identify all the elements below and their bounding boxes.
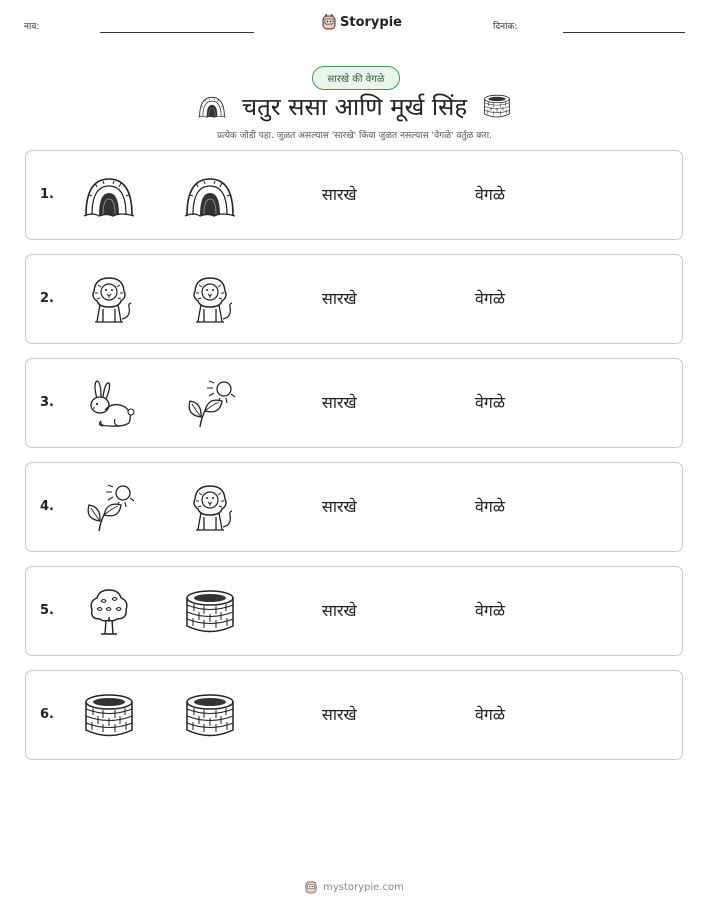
question-number: 2. [40, 291, 54, 306]
same-option[interactable]: सारखे [322, 497, 357, 516]
different-option[interactable]: वेगळे [475, 497, 506, 516]
cave-icon [184, 171, 236, 221]
rabbit-icon [83, 379, 135, 429]
lion-icon [184, 483, 236, 533]
different-option[interactable]: वेगळे [475, 601, 506, 620]
name-field[interactable] [100, 32, 254, 33]
brand-name: Storypie [340, 14, 402, 30]
worksheet-title-row [0, 90, 709, 123]
well-icon [483, 93, 511, 120]
instructions: प्रत्येक जोडी पहा. जुळत असल्यास 'सारखे' किंवा जुळत नसल्यास 'वेगळे' वर्तुळ करा. [216, 131, 492, 141]
different-option[interactable]: वेगळे [475, 289, 506, 308]
storypie-mascot-icon [322, 14, 336, 30]
question-number: 3. [40, 395, 54, 410]
question-row-2 [25, 254, 683, 344]
sun-plant-icon [184, 379, 236, 429]
different-option[interactable]: वेगळे [475, 185, 506, 204]
footer-url[interactable]: mystorypie.com [323, 881, 404, 893]
question-row-5 [25, 566, 683, 656]
well-icon [83, 691, 135, 741]
sun-plant-icon [83, 483, 135, 533]
storypie-mascot-icon [305, 880, 317, 894]
question-row-6 [25, 670, 683, 760]
same-option[interactable]: सारखे [322, 393, 357, 412]
cave-icon [198, 93, 226, 120]
brand-logo [322, 14, 402, 30]
well-icon [184, 587, 236, 637]
worksheet-header [0, 14, 709, 38]
same-option[interactable]: सारखे [322, 289, 357, 308]
tree-icon [83, 587, 135, 637]
date-field[interactable] [563, 32, 685, 33]
different-option[interactable]: वेगळे [475, 705, 506, 724]
date-label: दिनांक: [493, 22, 518, 32]
different-option[interactable]: वेगळे [475, 393, 506, 412]
page-title: चतुर ससा आणि मूर्ख सिंह [241, 93, 468, 121]
well-icon [184, 691, 236, 741]
question-number: 1. [40, 187, 54, 202]
question-number: 4. [40, 499, 54, 514]
question-number: 6. [40, 707, 54, 722]
question-row-3 [25, 358, 683, 448]
footer [0, 880, 709, 894]
same-option[interactable]: सारखे [322, 185, 357, 204]
question-number: 5. [40, 603, 54, 618]
question-row-4 [25, 462, 683, 552]
lion-icon [184, 275, 236, 325]
cave-icon [83, 171, 135, 221]
same-option[interactable]: सारखे [322, 601, 357, 620]
same-option[interactable]: सारखे [322, 705, 357, 724]
worksheet-type-badge: सारखे की वेगळे [312, 66, 400, 90]
question-row-1 [25, 150, 683, 240]
name-label: नाव: [24, 22, 40, 32]
lion-icon [83, 275, 135, 325]
